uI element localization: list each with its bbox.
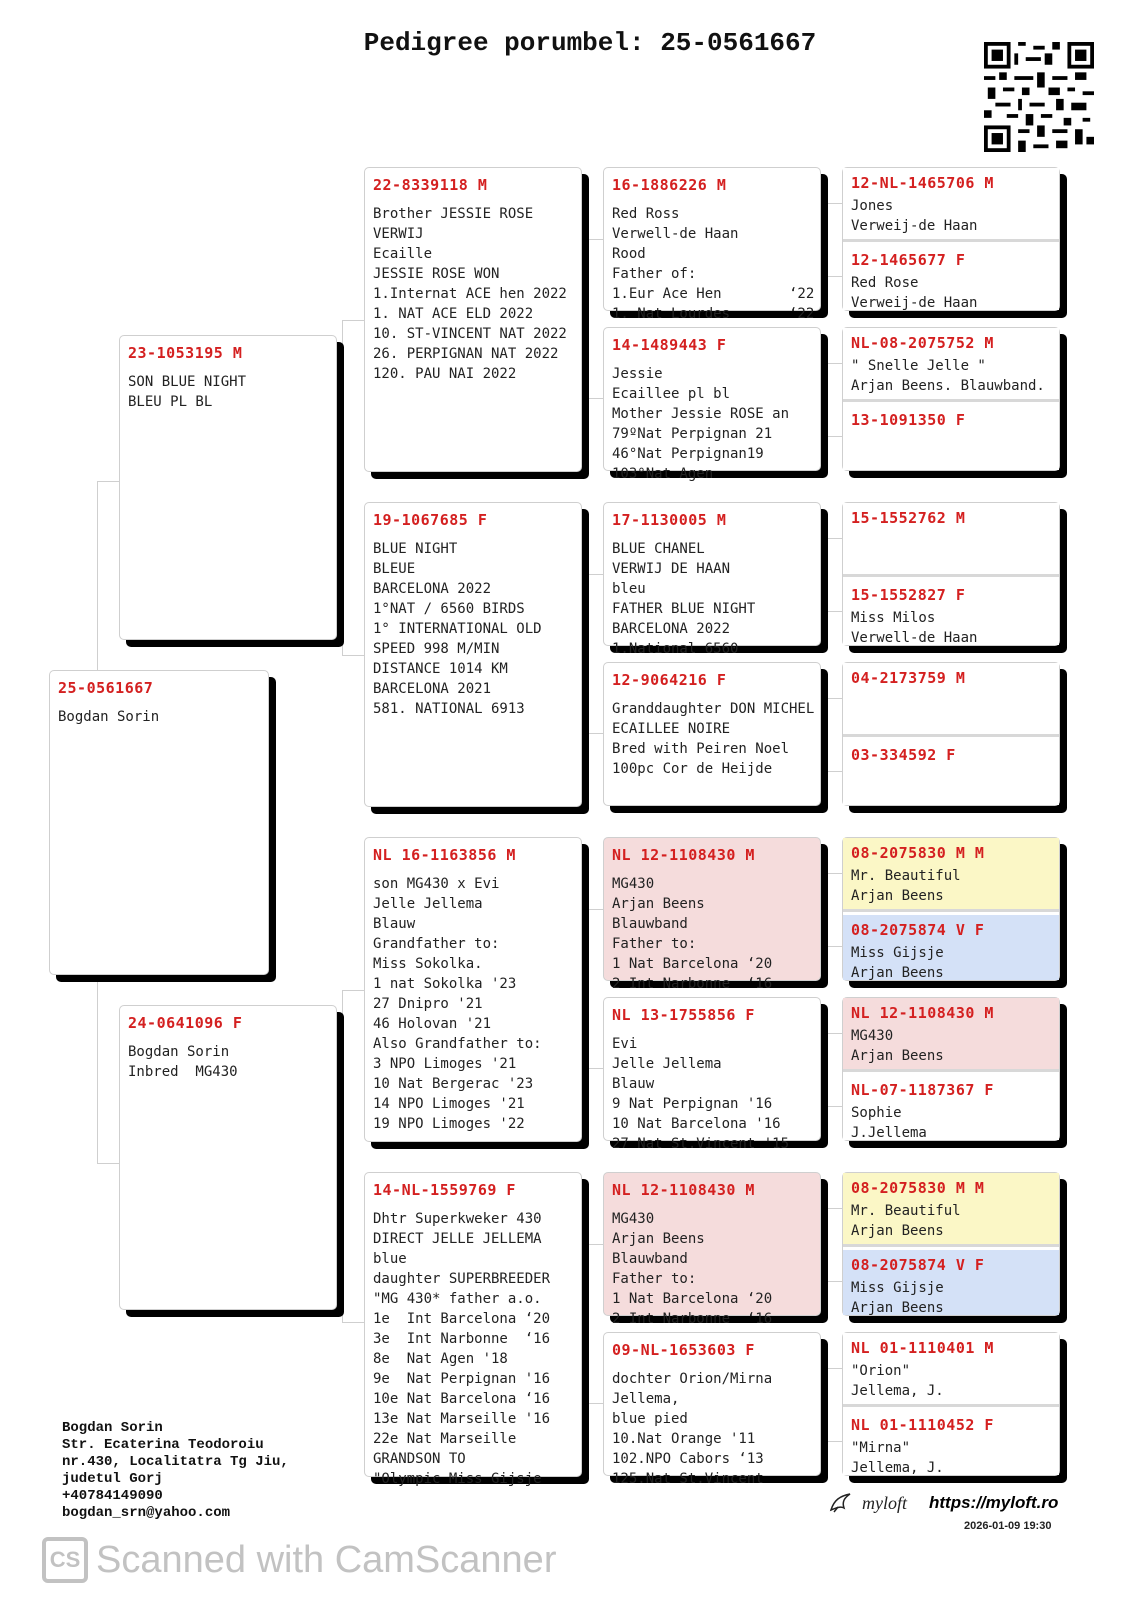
- connector: [827, 574, 842, 612]
- grandparent-card[interactable]: [364, 502, 582, 807]
- ring-number: NL 12-1108430 M: [612, 1181, 755, 1199]
- ring-number: NL 13-1755856 F: [612, 1006, 755, 1024]
- ancestor-sire[interactable]: [843, 503, 1059, 577]
- connector: [827, 363, 842, 399]
- connector: [827, 203, 842, 239]
- card-details: [843, 764, 1059, 768]
- ancestor-pair-card[interactable]: [842, 1172, 1060, 1316]
- card-details: Jessie Ecaillee pl bl Mother Jessie ROSE an 79ºNat Perpignan 21 46°Nat Perpignan19 103°Nat Agen: [612, 366, 790, 482]
- ancestor-sire[interactable]: [843, 838, 1059, 912]
- ancestor-dam[interactable]: [843, 1075, 1059, 1140]
- ring-number: 08-2075874 V F: [851, 1256, 985, 1274]
- connector: [827, 239, 842, 277]
- camscanner-logo-icon: CS: [42, 1537, 88, 1583]
- ancestor-dam[interactable]: [843, 915, 1059, 980]
- subject-card[interactable]: [49, 670, 269, 975]
- ring-number: 15-1552827 F: [851, 586, 966, 604]
- ancestor-dam[interactable]: [843, 1250, 1059, 1315]
- ring-number: 08-2075874 V F: [851, 921, 985, 939]
- connector: [342, 990, 364, 1155]
- camscanner-watermark: [42, 1534, 556, 1586]
- ring-number: NL 01-1110401 M: [851, 1339, 994, 1357]
- connector: [97, 975, 119, 1164]
- ancestor-dam[interactable]: [843, 405, 1059, 470]
- ring-number: 13-1091350 F: [851, 411, 966, 429]
- grandparent-card[interactable]: [364, 837, 582, 1142]
- ring-number: 19-1067685 F: [373, 511, 488, 529]
- card-details: Red Ross Verwell-de Haan Rood Father of: 1.Eur Ace Hen ‘22 1. Nat Lourdes ‘22: [612, 206, 815, 322]
- connector: [827, 698, 842, 734]
- connector: [342, 320, 364, 490]
- great-grandparent-card[interactable]: [603, 1172, 821, 1327]
- brand-footer: [828, 1490, 1058, 1516]
- ancestor-sire[interactable]: [843, 1173, 1059, 1247]
- connector: [827, 538, 842, 574]
- connector: [588, 239, 603, 319]
- brand-name: myloft: [862, 1492, 907, 1513]
- grandparent-card[interactable]: [364, 167, 582, 472]
- card-details: Miss Gijsje Arjan Beens: [851, 945, 944, 981]
- ancestor-sire[interactable]: [843, 1333, 1059, 1407]
- ring-number: 25-0561667: [58, 679, 154, 697]
- card-details: Miss Gijsje Arjan Beens: [851, 1280, 944, 1316]
- card-details: BLUE NIGHT BLEUE BARCELONA 2022 1°NAT / 6560 BIRDS 1° INTERNATIONAL OLD SPEED 998 M/MIN DISTANCE 1014 KM BARCELONA 2021 581. NATIONAL 6913: [373, 541, 542, 717]
- card-details: BLUE CHANEL VERWIJ DE HAAN bleu FATHER BLUE NIGHT BARCELONA 2022 1.National 6560: [612, 541, 756, 657]
- ancestor-pair-card[interactable]: [842, 502, 1060, 646]
- ring-number: NL 01-1110452 F: [851, 1416, 994, 1434]
- connector: [342, 490, 364, 656]
- connector: [97, 481, 119, 673]
- connector: [827, 1069, 842, 1107]
- ring-number: 23-1053195 M: [128, 344, 243, 362]
- ring-number: 12-1465677 F: [851, 251, 966, 269]
- ancestor-dam[interactable]: [843, 245, 1059, 310]
- card-details: " Snelle Jelle " Arjan Beens. Blauwband.: [851, 358, 1045, 394]
- ring-number: 08-2075830 M M: [851, 844, 985, 862]
- qr-code-icon: [984, 42, 1094, 152]
- ring-number: 15-1552762 M: [851, 509, 966, 527]
- connector: [588, 909, 603, 989]
- ancestor-sire[interactable]: [843, 998, 1059, 1072]
- card-details: MG430 Arjan Beens Blauwband Father to: 1 Nat Barcelona ‘20 2 Int Narbonne ‘16: [612, 1211, 773, 1327]
- card-details: son MG430 x Evi Jelle Jellema Blauw Grandfather to: Miss Sokolka. 1 nat Sokolka '23 27 Dnipro '21 46 Holovan '21 Also Grandfather to: 3 NPO Limoges '21 10 Nat Bergerac '23 14 NPO Limoges '21 19 NPO Limoges '22: [373, 876, 542, 1132]
- connector: [827, 1033, 842, 1069]
- ring-number: 03-334592 F: [851, 746, 956, 764]
- ring-number: 22-8339118 M: [373, 176, 488, 194]
- great-grandparent-card[interactable]: [603, 837, 821, 992]
- ancestor-pair-card[interactable]: [842, 1332, 1060, 1476]
- card-details: Evi Jelle Jellema Blauw 9 Nat Perpignan '16 10 Nat Barcelona '16 27 Nat St.Vincent '15: [612, 1036, 790, 1152]
- card-details: dochter Orion/Mirna Jellema, blue pied 10.Nat Orange '11 102.NPO Cabors ‘13 125.Nat St.Vincent: [612, 1371, 773, 1487]
- ancestor-dam[interactable]: [843, 740, 1059, 805]
- ancestor-pair-card[interactable]: [842, 837, 1060, 981]
- ring-number: 04-2173759 M: [851, 669, 966, 687]
- ancestor-pair-card[interactable]: [842, 327, 1060, 471]
- dam-card[interactable]: [119, 1005, 337, 1310]
- card-details: Jones Verweij-de Haan: [851, 198, 978, 234]
- ring-number: 24-0641096 F: [128, 1014, 243, 1032]
- card-details: Miss Milos Verwell-de Haan: [851, 610, 978, 646]
- ancestor-pair-card[interactable]: [842, 997, 1060, 1141]
- connector: [827, 1368, 842, 1404]
- card-details: Mr. Beautiful Arjan Beens: [851, 868, 961, 904]
- ancestor-sire[interactable]: [843, 328, 1059, 402]
- card-details: MG430 Arjan Beens: [851, 1028, 944, 1064]
- connector: [827, 1208, 842, 1244]
- brand-url[interactable]: https://myloft.ro: [929, 1493, 1059, 1512]
- watermark-text: Scanned with CamScanner: [96, 1538, 557, 1581]
- connector: [827, 909, 842, 947]
- great-grandparent-card[interactable]: [603, 997, 821, 1152]
- connector: [827, 1244, 842, 1282]
- ring-number: NL-08-2075752 M: [851, 334, 994, 352]
- card-details: Red Rose Verweij-de Haan: [851, 275, 978, 311]
- ancestor-sire[interactable]: [843, 663, 1059, 737]
- connector: [588, 654, 603, 734]
- card-details: Mr. Beautiful Arjan Beens: [851, 1203, 961, 1239]
- connector: [588, 1244, 603, 1324]
- sire-card[interactable]: [119, 335, 337, 640]
- card-details: MG430 Arjan Beens Blauwband Father to: 1 Nat Barcelona ‘20 2 Int Narbonne ‘16: [612, 876, 773, 992]
- connector: [588, 574, 603, 654]
- great-grandparent-card[interactable]: [603, 327, 821, 482]
- card-details: Dhtr Superkweker 430 DIRECT JELLE JELLEMA blue daughter SUPERBREEDER "MG 430* father a.o. 1e Int Barcelona ‘20 3e Int Narbonne ‘16 8e Nat Agen '18 9e Nat Perpignan '16 10e Nat Barcelona ‘16 13e Nat Marseille '16 22e Nat Marseille GRANDSON TO "Olympic Miss Gijsje: [373, 1211, 551, 1487]
- ancestor-pair-card[interactable]: [842, 662, 1060, 806]
- ring-number: 14-NL-1559769 F: [373, 1181, 516, 1199]
- ring-number: NL 12-1108430 M: [851, 1004, 994, 1022]
- ring-number: 12-NL-1465706 M: [851, 174, 994, 192]
- grandparent-card[interactable]: [364, 1172, 582, 1487]
- card-details: Bogdan Sorin Inbred MG430: [128, 1044, 238, 1080]
- card-details: "Orion" Jellema, J.: [851, 1363, 944, 1399]
- ring-number: 17-1130005 M: [612, 511, 727, 529]
- card-details: Brother JESSIE ROSE VERWIJ Ecaille JESSIE ROSE WON 1.Internat ACE hen 2022 1. NAT ACE ELD 2022 10. ST-VINCENT NAT 2022 26. PERPIGNAN NAT 2022 120. PAU NAI 2022: [373, 206, 567, 382]
- connector: [588, 1324, 603, 1404]
- ancestor-pair-card[interactable]: [842, 167, 1060, 311]
- card-details: SON BLUE NIGHT BLEU PL BL: [128, 374, 247, 410]
- card-details: Sophie J.Jellema: [851, 1105, 927, 1141]
- ancestor-dam[interactable]: [843, 1410, 1059, 1475]
- page-title: Pedigree porumbel: 25-0561667: [363, 28, 817, 58]
- connector: [827, 399, 842, 437]
- ring-number: 12-9064216 F: [612, 671, 727, 689]
- great-grandparent-card[interactable]: [603, 662, 821, 806]
- ancestor-dam[interactable]: [843, 580, 1059, 645]
- ring-number: NL 16-1163856 M: [373, 846, 516, 864]
- connector: [342, 1155, 364, 1323]
- card-details: Granddaughter DON MICHEL ECAILLEE NOIRE Bred with Peiren Noel 100pc Cor de Heijde: [612, 701, 815, 777]
- connector: [588, 989, 603, 1069]
- card-details: [843, 527, 1059, 531]
- ring-number: 16-1886226 M: [612, 176, 727, 194]
- connector: [827, 734, 842, 772]
- card-details: Bogdan Sorin: [58, 709, 160, 725]
- card-details: "Mirna" Jellema, J.: [851, 1440, 944, 1476]
- ancestor-sire[interactable]: [843, 168, 1059, 242]
- ring-number: NL 12-1108430 M: [612, 846, 755, 864]
- connector: [827, 873, 842, 909]
- ring-number: 14-1489443 F: [612, 336, 727, 354]
- card-details: [843, 429, 1059, 433]
- great-grandparent-card[interactable]: [603, 1332, 821, 1487]
- ring-number: NL-07-1187367 F: [851, 1081, 994, 1099]
- great-grandparent-card[interactable]: [603, 167, 821, 322]
- owner-address: Bogdan Sorin Str. Ecaterina Teodoroiu nr.430, Localitatra Tg Jiu, judetul Gorj +40784149090 bogdan_srn@yahoo.com: [62, 1420, 289, 1521]
- ring-number: 08-2075830 M M: [851, 1179, 985, 1197]
- great-grandparent-card[interactable]: [603, 502, 821, 657]
- card-details: [843, 687, 1059, 691]
- pigeon-logo-icon: [828, 1490, 854, 1516]
- ring-number: 09-NL-1653603 F: [612, 1341, 755, 1359]
- connector: [827, 1404, 842, 1442]
- print-date: 2026-01-09 19:30: [964, 1520, 1052, 1532]
- connector: [588, 319, 603, 399]
